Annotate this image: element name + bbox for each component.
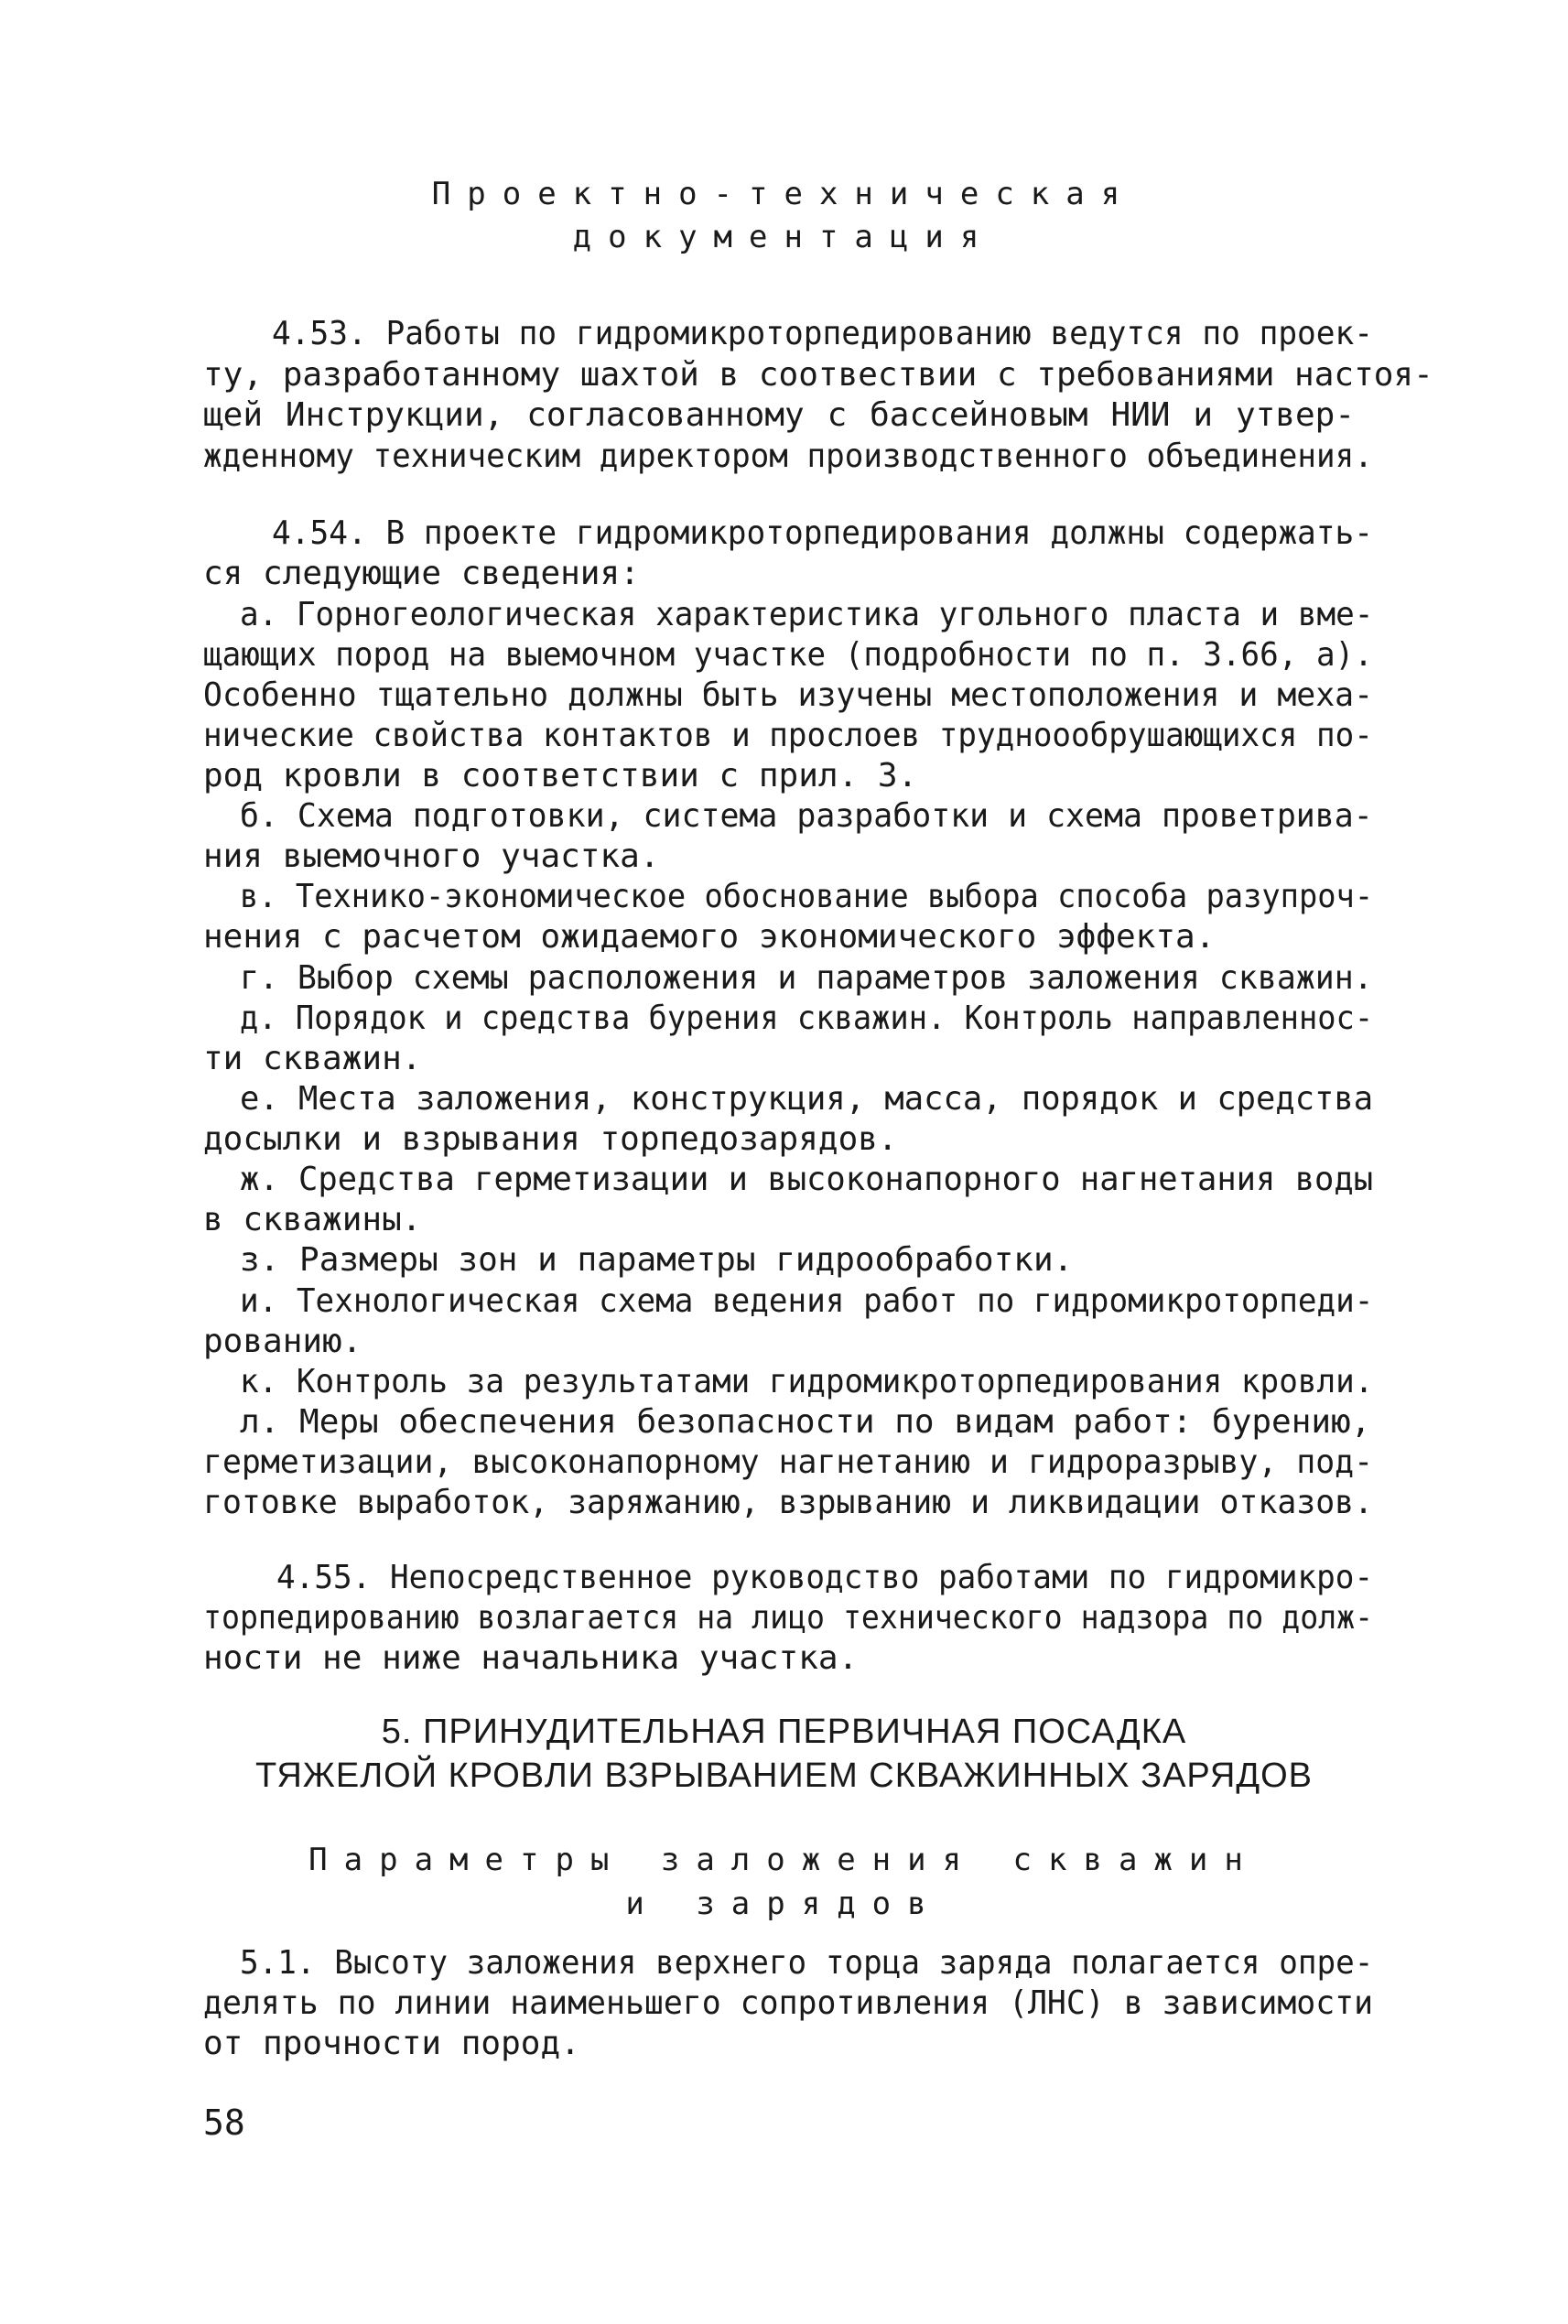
p454-item-e: е. Места заложения, конструкция, масса, порядок и средства: [240, 1080, 1374, 1118]
p454-line: нения с расчетом ожидаемого экономического эффекта.: [203, 918, 1216, 956]
p454-line: род кровли в соответствии с прил. 3.: [203, 757, 918, 794]
p454-line: герметизации, высоконапорному нагнетанию и гидроразрыву, под-: [203, 1443, 1374, 1481]
p453-line: щей Инструкции, согласованному с бассейновым НИИ и утвер-: [203, 396, 1355, 434]
section-title-line2: документация: [572, 219, 996, 255]
p51-line: 5.1. Высоту заложения верхнего торца заряда полагается опре-: [240, 1944, 1374, 1982]
page-number: 58: [203, 2102, 245, 2143]
p454-item-b: б. Схема подготовки, система разработки и схема проветрива-: [240, 797, 1373, 835]
p454-item-zh: ж. Средства герметизации и высоконапорного нагнетания воды: [240, 1161, 1374, 1198]
p454-line: нические свойства контактов и прослоев трудноообрушающихся по-: [203, 717, 1373, 754]
p51-line: делять по линии наименьшего сопротивления (ЛНС) в зависимости: [203, 1984, 1374, 2022]
p454-line: в скважины.: [203, 1201, 422, 1238]
section-title-line1: Проектно-техническая: [431, 176, 1137, 212]
p454-line: ти скважин.: [203, 1040, 422, 1077]
p454-item-d: д. Порядок и средства бурения скважин. Контроль направленнос-: [240, 1000, 1374, 1037]
subsection-title-line1: Параметры заложения скважин: [308, 1842, 1260, 1878]
p454-item-g: г. Выбор схемы расположения и параметров заложения скважин.: [240, 959, 1373, 997]
p455-line: ности не ниже начальника участка.: [203, 1639, 859, 1677]
p454-item-i: и. Технологическая схема ведения работ по гидромикроторпеди-: [240, 1282, 1374, 1320]
p454-line: рованию.: [203, 1323, 362, 1360]
p454-item-l: л. Меры обеспечения безопасности по видам работ: бурению,: [240, 1403, 1371, 1441]
p455-line: 4.55. Непосредственное руководство работами по гидромикро-: [276, 1559, 1374, 1596]
p454-line: 4.54. В проекте гидромикроторпедирования должны содержать-: [272, 514, 1374, 552]
p454-line: готовке выработок, заряжанию, взрыванию и ликвидации отказов.: [203, 1484, 1374, 1521]
p454-line: ся следующие сведения:: [203, 555, 640, 592]
p454-line: ния выемочного участка.: [203, 838, 660, 875]
p454-line: досылки и взрывания торпедозарядов.: [203, 1120, 898, 1158]
p453-line: 4.53. Работы по гидромикроторпедированию ведутся по проек-: [272, 315, 1374, 352]
chapter-heading-line1: 5. ПРИНУДИТЕЛЬНАЯ ПЕРВИЧНАЯ ПОСАДКА: [381, 1713, 1187, 1751]
p454-item-v: в. Технико-экономическое обоснование выбора способа разупроч-: [240, 878, 1374, 915]
p51-line: от прочности пород.: [203, 2025, 580, 2062]
p455-line: торпедированию возлагается на лицо технического надзора по долж-: [203, 1599, 1374, 1637]
p454-item-z: з. Размеры зон и параметры гидрообработки.: [240, 1241, 1074, 1279]
p454-line: Особенно тщательно должны быть изучены местоположения и меха-: [203, 676, 1374, 714]
p454-item-k: к. Контроль за результатами гидромикроторпедирования кровли.: [240, 1363, 1374, 1400]
p453-line: жденному техническим директором производственного объединения.: [203, 438, 1373, 475]
subsection-title-line2: и зарядов: [625, 1886, 943, 1922]
p453-line: ту, разработанному шахтой в соотвествии с требованиями настоя-: [203, 356, 1433, 394]
p454-line: щающих пород на выемочном участке (подробности по п. 3.66, а).: [203, 636, 1373, 674]
p454-item-a: а. Горногеологическая характеристика угольного пласта и вме-: [240, 596, 1374, 633]
chapter-heading-line2: ТЯЖЕЛОЙ КРОВЛИ ВЗРЫВАНИЕМ СКВАЖИННЫХ ЗАРЯДОВ: [254, 1757, 1314, 1795]
